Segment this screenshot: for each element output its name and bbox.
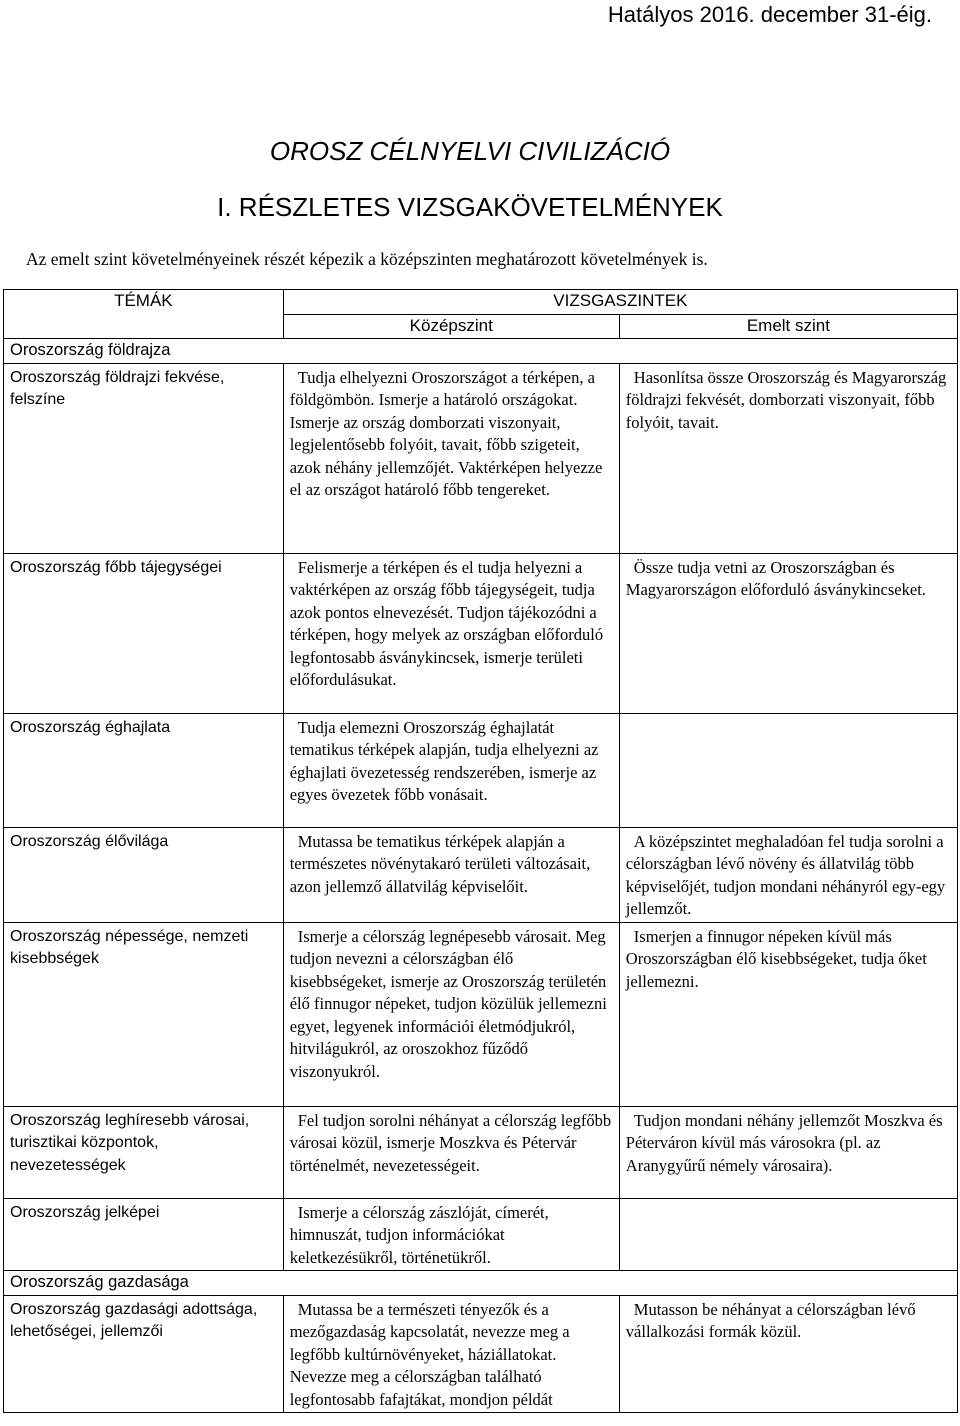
table-row [4,827,958,922]
mid-level-cell: Felismerje a térképen és el tudja helyezni a vaktérképen az ország főbb tájegységeit, tudja azok pontos elnevezését. Tudjon tájékozódni a térképen, hogy melyek az országban előforduló legfontosabb ásványkincsek, ismerje területi előfordulásukat. [283,553,619,713]
section-row [4,339,958,364]
topic-cell: Oroszország élővilága [4,827,284,922]
topic-cell: Oroszország éghajlata [4,713,284,827]
advanced-level-cell: Tudjon mondani néhány jellemzőt Moszkva és Péterváron kívül más városokra (pl. az Aranygyűrű némely városaira). [619,1106,957,1198]
section-row [4,1271,958,1296]
header-mid-level: Középszint [283,314,619,339]
advanced-level-cell: Össze tudja vetni az Oroszországban és Magyarországon előforduló ásványkincseket. [619,553,957,713]
table-row [4,1295,958,1413]
topic-cell: Oroszország leghíresebb városai, turisztikai központok, nevezetességek [4,1106,284,1198]
mid-level-cell: Ismerje a célország legnépesebb városait. Meg tudjon nevezni a célországban élő kisebbségeket, ismerje az Oroszország területén élő finnugor népeket, tudjon közülük jellemezni egyet, legyenek információi életmódjukról, hitvilágukról, az oroszokhoz fűződő viszonyukról. [283,922,619,1106]
table-row [4,1106,958,1198]
mid-level-cell: Fel tudjon sorolni néhányat a célország legfőbb városai közül, ismerje Moszkva és Pétervár történelmét, nevezetességeit. [283,1106,619,1198]
mid-level-cell: Ismerje a célország zászlóját, címerét, himnuszát, tudjon információkat keletkezésükről, történetükről. [283,1198,619,1271]
section-title-geography: Oroszország földrajza [4,339,958,364]
mid-level-cell: Mutassa be tematikus térképek alapján a természetes növénytakaró területi változásait, azon jellemző állatvilág képviselőit. [283,827,619,922]
requirements-table [3,289,958,1413]
validity-note: Hatályos 2016. december 31-éig. [607,2,932,27]
topic-cell: Oroszország főbb tájegységei [4,553,284,713]
table-row [4,363,958,553]
header-advanced-level: Emelt szint [619,314,957,339]
topic-cell: Oroszország gazdasági adottsága, lehetőségei, jellemzői [4,1295,284,1413]
table-row [4,922,958,1106]
advanced-level-cell: A középszintet meghaladóan fel tudja sorolni a célországban lévő növény és állatvilág több képviselőjét, tudjon mondani néhányról egy-egy jellemzőt. [619,827,957,922]
mid-level-cell: Tudja elemezni Oroszország éghajlatát tematikus térképek alapján, tudja elhelyezni az éghajlati övezetesség rendszerében, ismerje az egyes övezetek főbb vonásait. [283,713,619,827]
advanced-level-cell: Mutasson be néhányat a célországban lévő vállalkozási formák közül. [619,1295,957,1413]
header-levels: VIZSGASZINTEK [283,290,957,315]
topic-cell: Oroszország jelképei [4,1198,284,1271]
section-title-economy: Oroszország gazdasága [4,1271,958,1296]
advanced-level-cell [619,1198,957,1271]
table-row [4,1198,958,1271]
section-title: I. RÉSZLETES VIZSGAKÖVETELMÉNYEK [217,192,723,222]
table-row [4,553,958,713]
intro-text: Az emelt szint követelményeinek részét képezik a középszinten meghatározott követelmények is. [26,249,708,269]
advanced-level-cell: Ismerjen a finnugor népeken kívül más Oroszországban élő kisebbségeket, tudja őket jellemezni. [619,922,957,1106]
table-row [4,713,958,827]
document-title: OROSZ CÉLNYELVI CIVILIZÁCIÓ [269,136,671,166]
topic-cell: Oroszország népessége, nemzeti kisebbségek [4,922,284,1106]
advanced-level-cell [619,713,957,827]
advanced-level-cell: Hasonlítsa össze Oroszország és Magyarország földrajzi fekvését, domborzati viszonyait, főbb folyóit, tavait. [619,363,957,553]
mid-level-cell: Tudja elhelyezni Oroszországot a térképen, a földgömbön. Ismerje a határoló országokat. Ismerje az ország domborzati viszonyait, legjelentősebb folyóit, tavait, főbb szigeteit, azok néhány jellemzőjét. Vaktérképen helyezze el az országot határoló főbb tengereket. [283,363,619,553]
header-topics: TÉMÁK [4,290,284,339]
mid-level-cell: Mutassa be a természeti tényezők és a mezőgazdaság kapcsolatát, nevezze meg a legfőbb kultúrnövényeket, háziállatokat. Nevezze meg a célországban található legfontosabb fafajtákat, mondjon példát [283,1295,619,1413]
topic-cell: Oroszország földrajzi fekvése, felszíne [4,363,284,553]
